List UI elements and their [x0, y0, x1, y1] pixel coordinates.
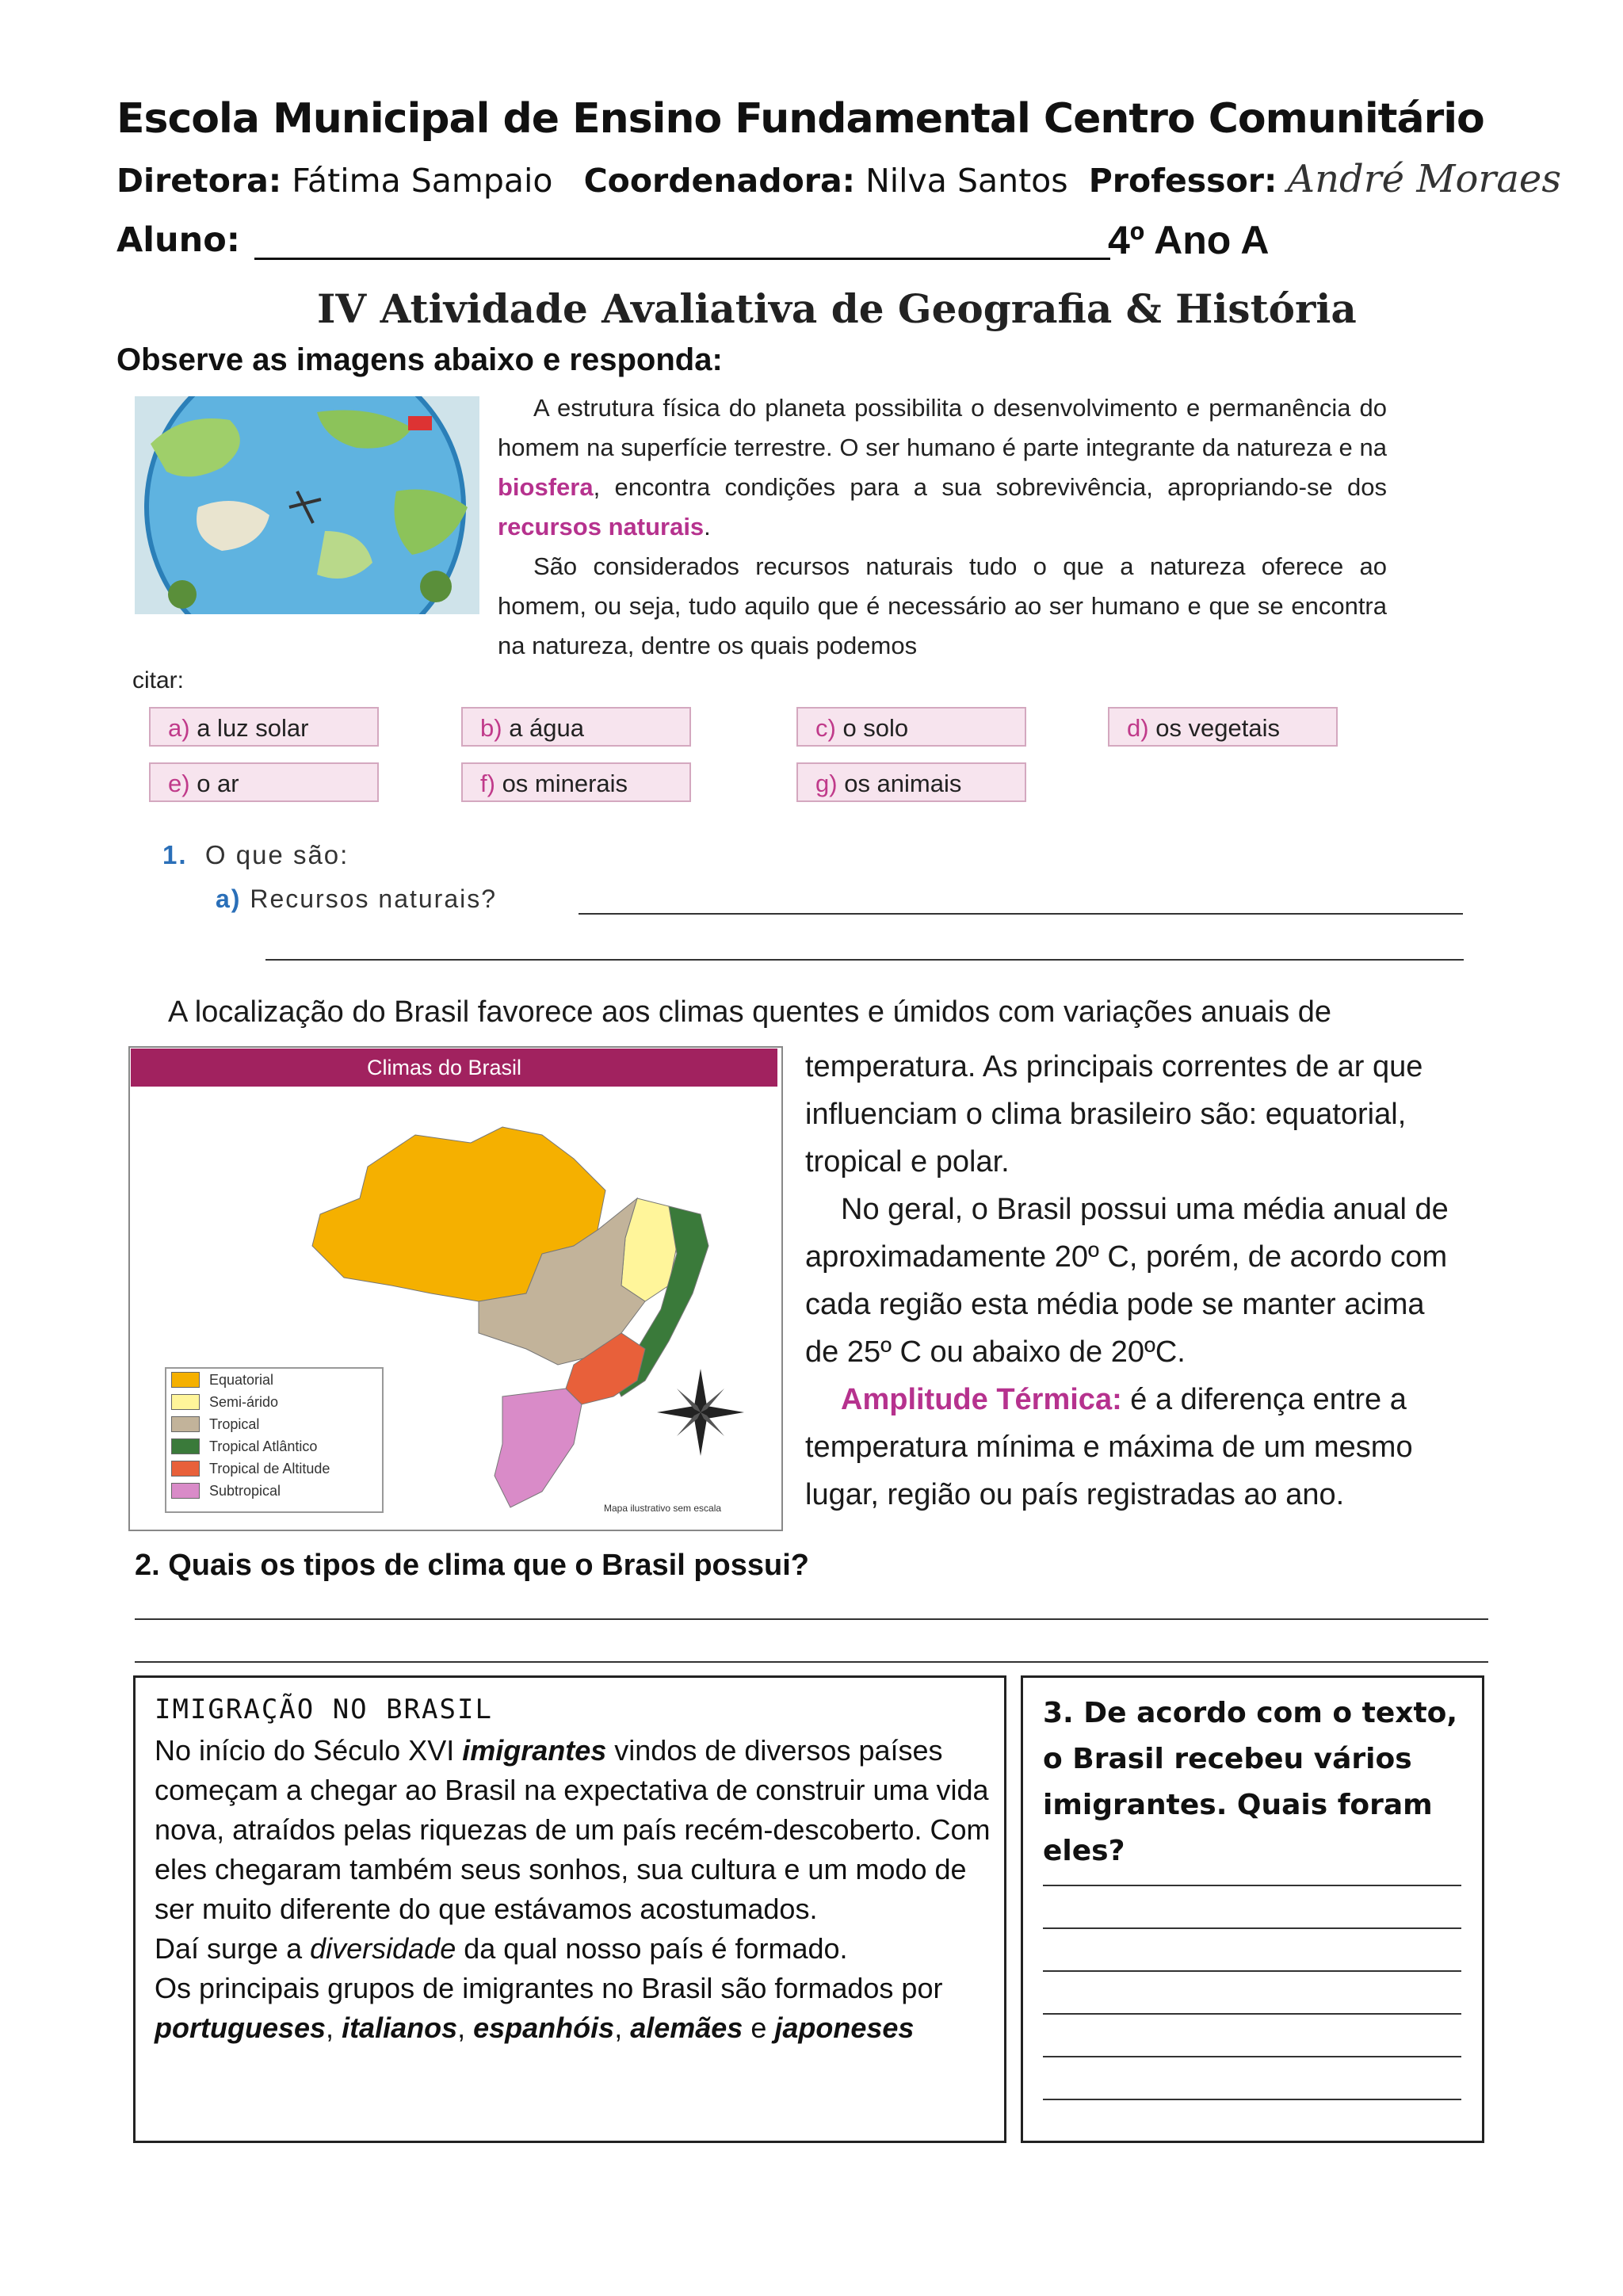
climate-lead: A localização do Brasil favorece aos climas quentes e úmidos com variações anuais de [168, 995, 1331, 1029]
resources-paragraph: A estrutura física do planeta possibilita o desenvolvimento e permanência do homem na superfície terrestre. O ser humano é parte integrante da natureza e na biosfera, encontra condições para a sua sobrevivência, apropriando-se dos recursos naturais. São considerados recursos naturais tudo o que a natureza oferece ao homem, ou seja, tudo aquilo que é necessário ao ser humano e que se encontra na natureza, dentre os quais podemos [498, 394, 1387, 659]
answer-line-3e[interactable] [1043, 2056, 1461, 2057]
teacher-label: Professor: [1088, 162, 1277, 200]
option-g: g) os animais [796, 762, 1026, 802]
answer-line-1b[interactable] [265, 959, 1464, 961]
coordinator-label: Coordenadora: [583, 162, 856, 200]
grade: 4º Ano A [1108, 218, 1270, 262]
option-a: a) a luz solar [149, 707, 379, 747]
question-3: 3. De acordo com o texto, o Brasil recebeu vários imigrantes. Quais foram eles? [1043, 1697, 1458, 1867]
answer-line-3a[interactable] [1043, 1885, 1461, 1886]
staff-line [116, 157, 1561, 201]
option-c: c) o solo [796, 707, 1026, 747]
teacher-name: André Moraes [1287, 157, 1561, 201]
answer-line-2a[interactable] [135, 1618, 1488, 1620]
cite-label: citar: [132, 667, 185, 693]
option-b: b) a água [461, 707, 691, 747]
option-f: f) os minerais [461, 762, 691, 802]
amplitude-label: Amplitude Térmica: [841, 1383, 1122, 1416]
question-1: 1. O que são: [162, 840, 349, 869]
map-title: Climas do Brasil [131, 1049, 777, 1087]
legend-equatorial: Equatorial [171, 1369, 382, 1391]
legend-subtropical: Subtropical [171, 1480, 382, 1502]
globe-illustration [135, 396, 479, 614]
school-name: Escola Municipal de Ensino Fundamental Centro Comunitário [116, 95, 1484, 143]
answer-line-3f[interactable] [1043, 2099, 1461, 2100]
question-1a: a) Recursos naturais? [216, 884, 498, 913]
option-e: e) o ar [149, 762, 379, 802]
answer-line-1a[interactable] [579, 913, 1463, 915]
question-2: 2. Quais os tipos de clima que o Brasil possui? [135, 1549, 809, 1582]
director-label: Diretora: [116, 162, 282, 200]
recursos-highlight: recursos naturais [498, 513, 705, 541]
student-line [116, 220, 1110, 260]
legend-tropical-altitude: Tropical de Altitude [171, 1457, 382, 1480]
map-note: Mapa ilustrativo sem escala [604, 1503, 722, 1514]
instruction: Observe as imagens abaixo e responda: [116, 342, 723, 377]
option-d: d) os vegetais [1108, 707, 1338, 747]
legend-tropical: Tropical [171, 1413, 382, 1435]
resources-paragraph-2: São considerados recursos naturais tudo o que a natureza oferece ao homem, ou seja, tudo aquilo que é necessário ao ser humano e que se encontra na natureza, dentre os quais podemos [498, 552, 1387, 659]
activity-title: IV Atividade Avaliativa de Geografia & História [317, 285, 1357, 332]
coordinator-name: Nilva Santos [865, 162, 1068, 200]
immigration-title: IMIGRAÇÃO NO BRASIL [155, 1694, 493, 1725]
map-legend [165, 1367, 384, 1513]
biosfera-highlight: biosfera [498, 473, 594, 501]
answer-line-3b[interactable] [1043, 1927, 1461, 1929]
student-name-field[interactable] [254, 226, 1110, 260]
director-name: Fátima Sampaio [292, 162, 553, 200]
student-label: Aluno: [116, 220, 240, 260]
answer-line-3c[interactable] [1043, 1970, 1461, 1972]
legend-semi-arido: Semi-árido [171, 1391, 382, 1413]
answer-line-2b[interactable] [135, 1661, 1488, 1663]
climate-text: temperatura. As principais correntes de ar que influenciam o clima brasileiro são: equatorial, tropical e polar. No geral, o Brasil possui uma média anual de aproximadamente 20º C, porém, de acordo com cada região esta média pode se manter acima de 25º C ou abaixo de 20ºC. Amplitude Térmica: é a diferença entre a temperatura mínima e máxima de um mesmo lugar, região ou país registradas ao ano. [805, 1050, 1449, 1511]
legend-tropical-atlantico: Tropical Atlântico [171, 1435, 382, 1457]
immigration-text: No início do Século XVI imigrantes vindos de diversos países começam a chegar ao Brasil na expectativa de construir uma vida nova, atraídos pelas riquezas de um país recém-descoberto. Com eles chegaram também seus sonhos, sua cultura e um modo de ser muito diferente do que estávamos acostumados. Daí surge a diversidade da qual nosso país é formado. Os principais grupos de imigrantes no Brasil são formados por portugueses, italianos, espanhóis, alemães e japoneses [155, 1734, 991, 2044]
answer-line-3d[interactable] [1043, 2013, 1461, 2015]
